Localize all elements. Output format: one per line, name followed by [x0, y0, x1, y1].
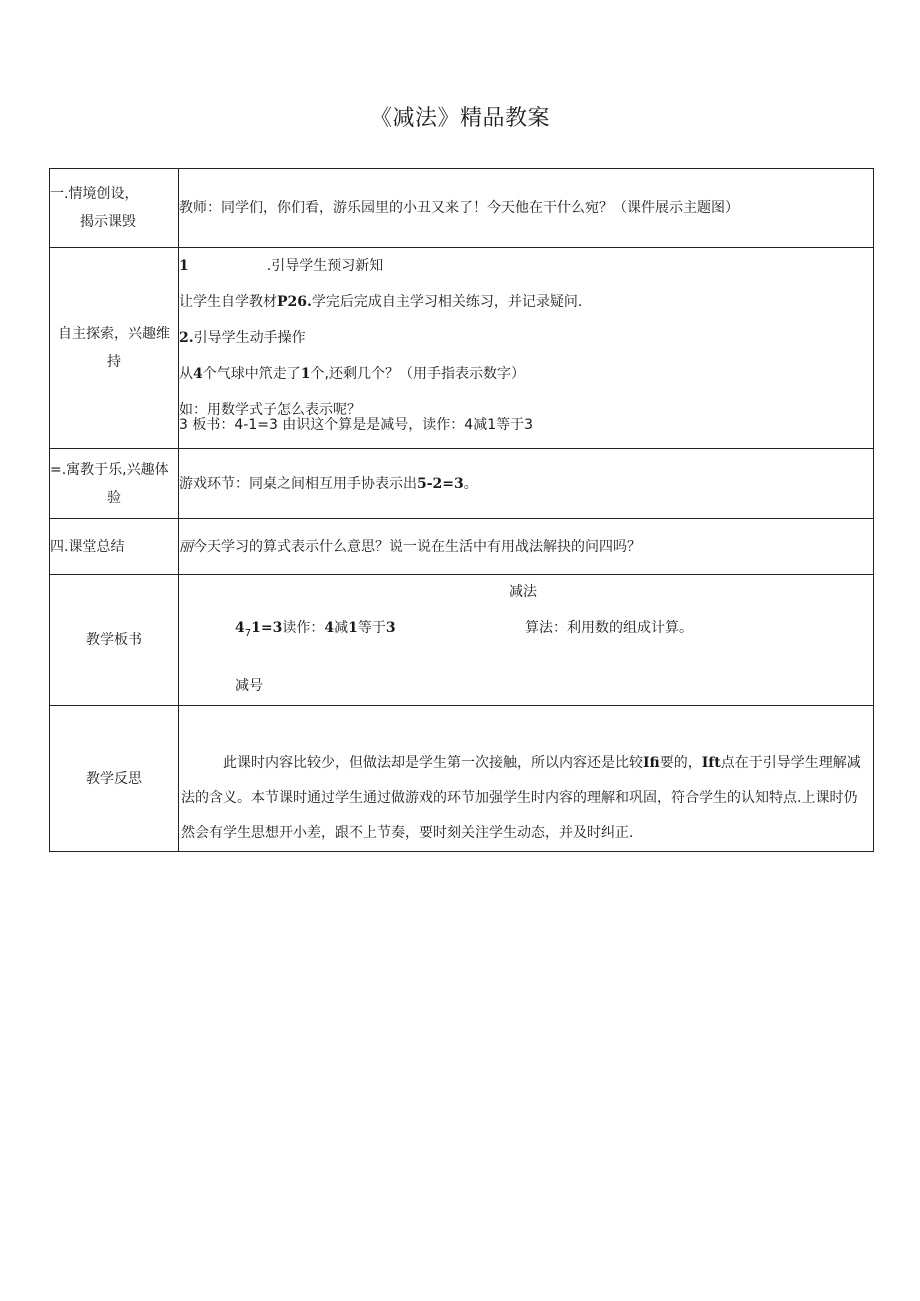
summary-text — [179, 529, 873, 565]
row-label-reflection: 教学反思 — [50, 706, 179, 852]
label-line: 持 — [107, 354, 121, 370]
number: 4 — [193, 366, 203, 382]
explore-line-2 — [179, 284, 873, 320]
label-line: 揭示课毁 — [80, 214, 136, 230]
text-part: 点在于引导学生理解减法的含义。本节课时通过学生通过做游戏的环节加强学生时内容的理解和巩固，符合学生的认知特点.上课时仍然会有学生思想开小差，跟不上节奏，要时刻关注学生动态，并及时纠正. — [181, 755, 861, 841]
row-game — [50, 449, 874, 519]
text-part: 让学生自学教材 — [179, 294, 277, 310]
board-minus-sign-label: 减号 — [235, 678, 263, 694]
row-label-intro — [50, 169, 179, 248]
step-text: .引导学生预习新知 — [266, 258, 384, 274]
label-line: 自主探索，兴趣维 — [58, 326, 170, 342]
row-content-intro — [179, 169, 874, 248]
reflection-paragraph — [179, 706, 873, 851]
page-ref: P26. — [277, 294, 312, 310]
text-part: 学完后完成自主学习相关练习，并记录疑问. — [311, 294, 583, 310]
text-part: Ifi — [643, 755, 660, 771]
label-line: 一.情境创设， — [50, 186, 139, 202]
text-part: 。 — [463, 475, 478, 492]
explore-step-1 — [179, 248, 873, 284]
row-label-summary: 四.课堂总结 — [50, 519, 179, 575]
row-summary — [50, 519, 874, 575]
row-intro — [50, 169, 874, 248]
explore-step-2 — [179, 320, 873, 356]
blackboard-layout — [179, 575, 873, 705]
intro-text: 教师：同学们，你们看，游乐园里的小丑又来了！今天他在干什么宛？（课件展示主题图） — [179, 200, 739, 216]
clipped-text: 3 板书：4-1=3 由识这个算是是减号，读作：4减1等于3 — [179, 417, 534, 433]
text-part: 个,还剩几个？（用手指表示数字） — [310, 366, 525, 382]
explore-line-4 — [179, 356, 873, 392]
row-label-game — [50, 449, 179, 519]
row-content-reflection — [179, 706, 874, 852]
text-part: 此课时内容比较少，但做法却是学生第一次接触，所以内容还是比较 — [223, 755, 643, 771]
text-part: Ift — [701, 755, 721, 771]
board-heading: 减法 — [509, 584, 537, 600]
text-part: 读作： — [282, 620, 325, 636]
step-number: 1 — [179, 258, 189, 274]
step-number: 2. — [179, 330, 194, 346]
text-part: 个气球中笊走了 — [202, 366, 301, 382]
text-part: 等于 — [357, 620, 386, 636]
step-text: 引导学生动手操作 — [193, 330, 306, 346]
number: 3 — [385, 620, 396, 636]
subscript: 7 — [244, 627, 252, 639]
row-board — [50, 575, 874, 706]
text-part: 从 — [179, 366, 193, 382]
row-label-board: 教学板书 — [50, 575, 179, 706]
text-part: 今天学习的算式表示什么意思？说一说在生活中有用战法解抉的问四吗？ — [193, 538, 641, 555]
text-part: 要的， — [659, 755, 702, 771]
lesson-plan-table — [49, 168, 874, 852]
number: 1=3 — [251, 620, 283, 636]
text-part: 减 — [334, 620, 349, 636]
row-content-board — [179, 575, 874, 706]
board-algorithm: 算法：利用数的组成计算。 — [525, 620, 693, 636]
row-explore — [50, 248, 874, 449]
explore-line-clipped — [179, 417, 873, 440]
game-text — [179, 466, 873, 502]
number: 4 — [235, 620, 245, 636]
row-reflection — [50, 706, 874, 852]
number: 1 — [348, 620, 358, 636]
explore-line-5: 如：用数学式子怎么表示呢？ — [179, 402, 361, 418]
row-content-summary — [179, 519, 874, 575]
row-content-game — [179, 449, 874, 519]
row-content-explore — [179, 248, 874, 449]
document-title: 《减法》精品教案 — [369, 106, 550, 131]
row-label-explore — [50, 248, 179, 449]
equation: 5-2=3 — [417, 475, 464, 492]
text-part: 游戏环节：同桌之间相互用手协表示出 — [179, 475, 417, 492]
text-part: 丽 — [179, 538, 193, 555]
number: 1 — [300, 366, 311, 382]
number: 4 — [324, 620, 335, 636]
label-line: =.寓教于乐,兴趣体 — [50, 461, 169, 478]
label-line: 验 — [107, 489, 121, 506]
board-equation — [235, 617, 396, 639]
